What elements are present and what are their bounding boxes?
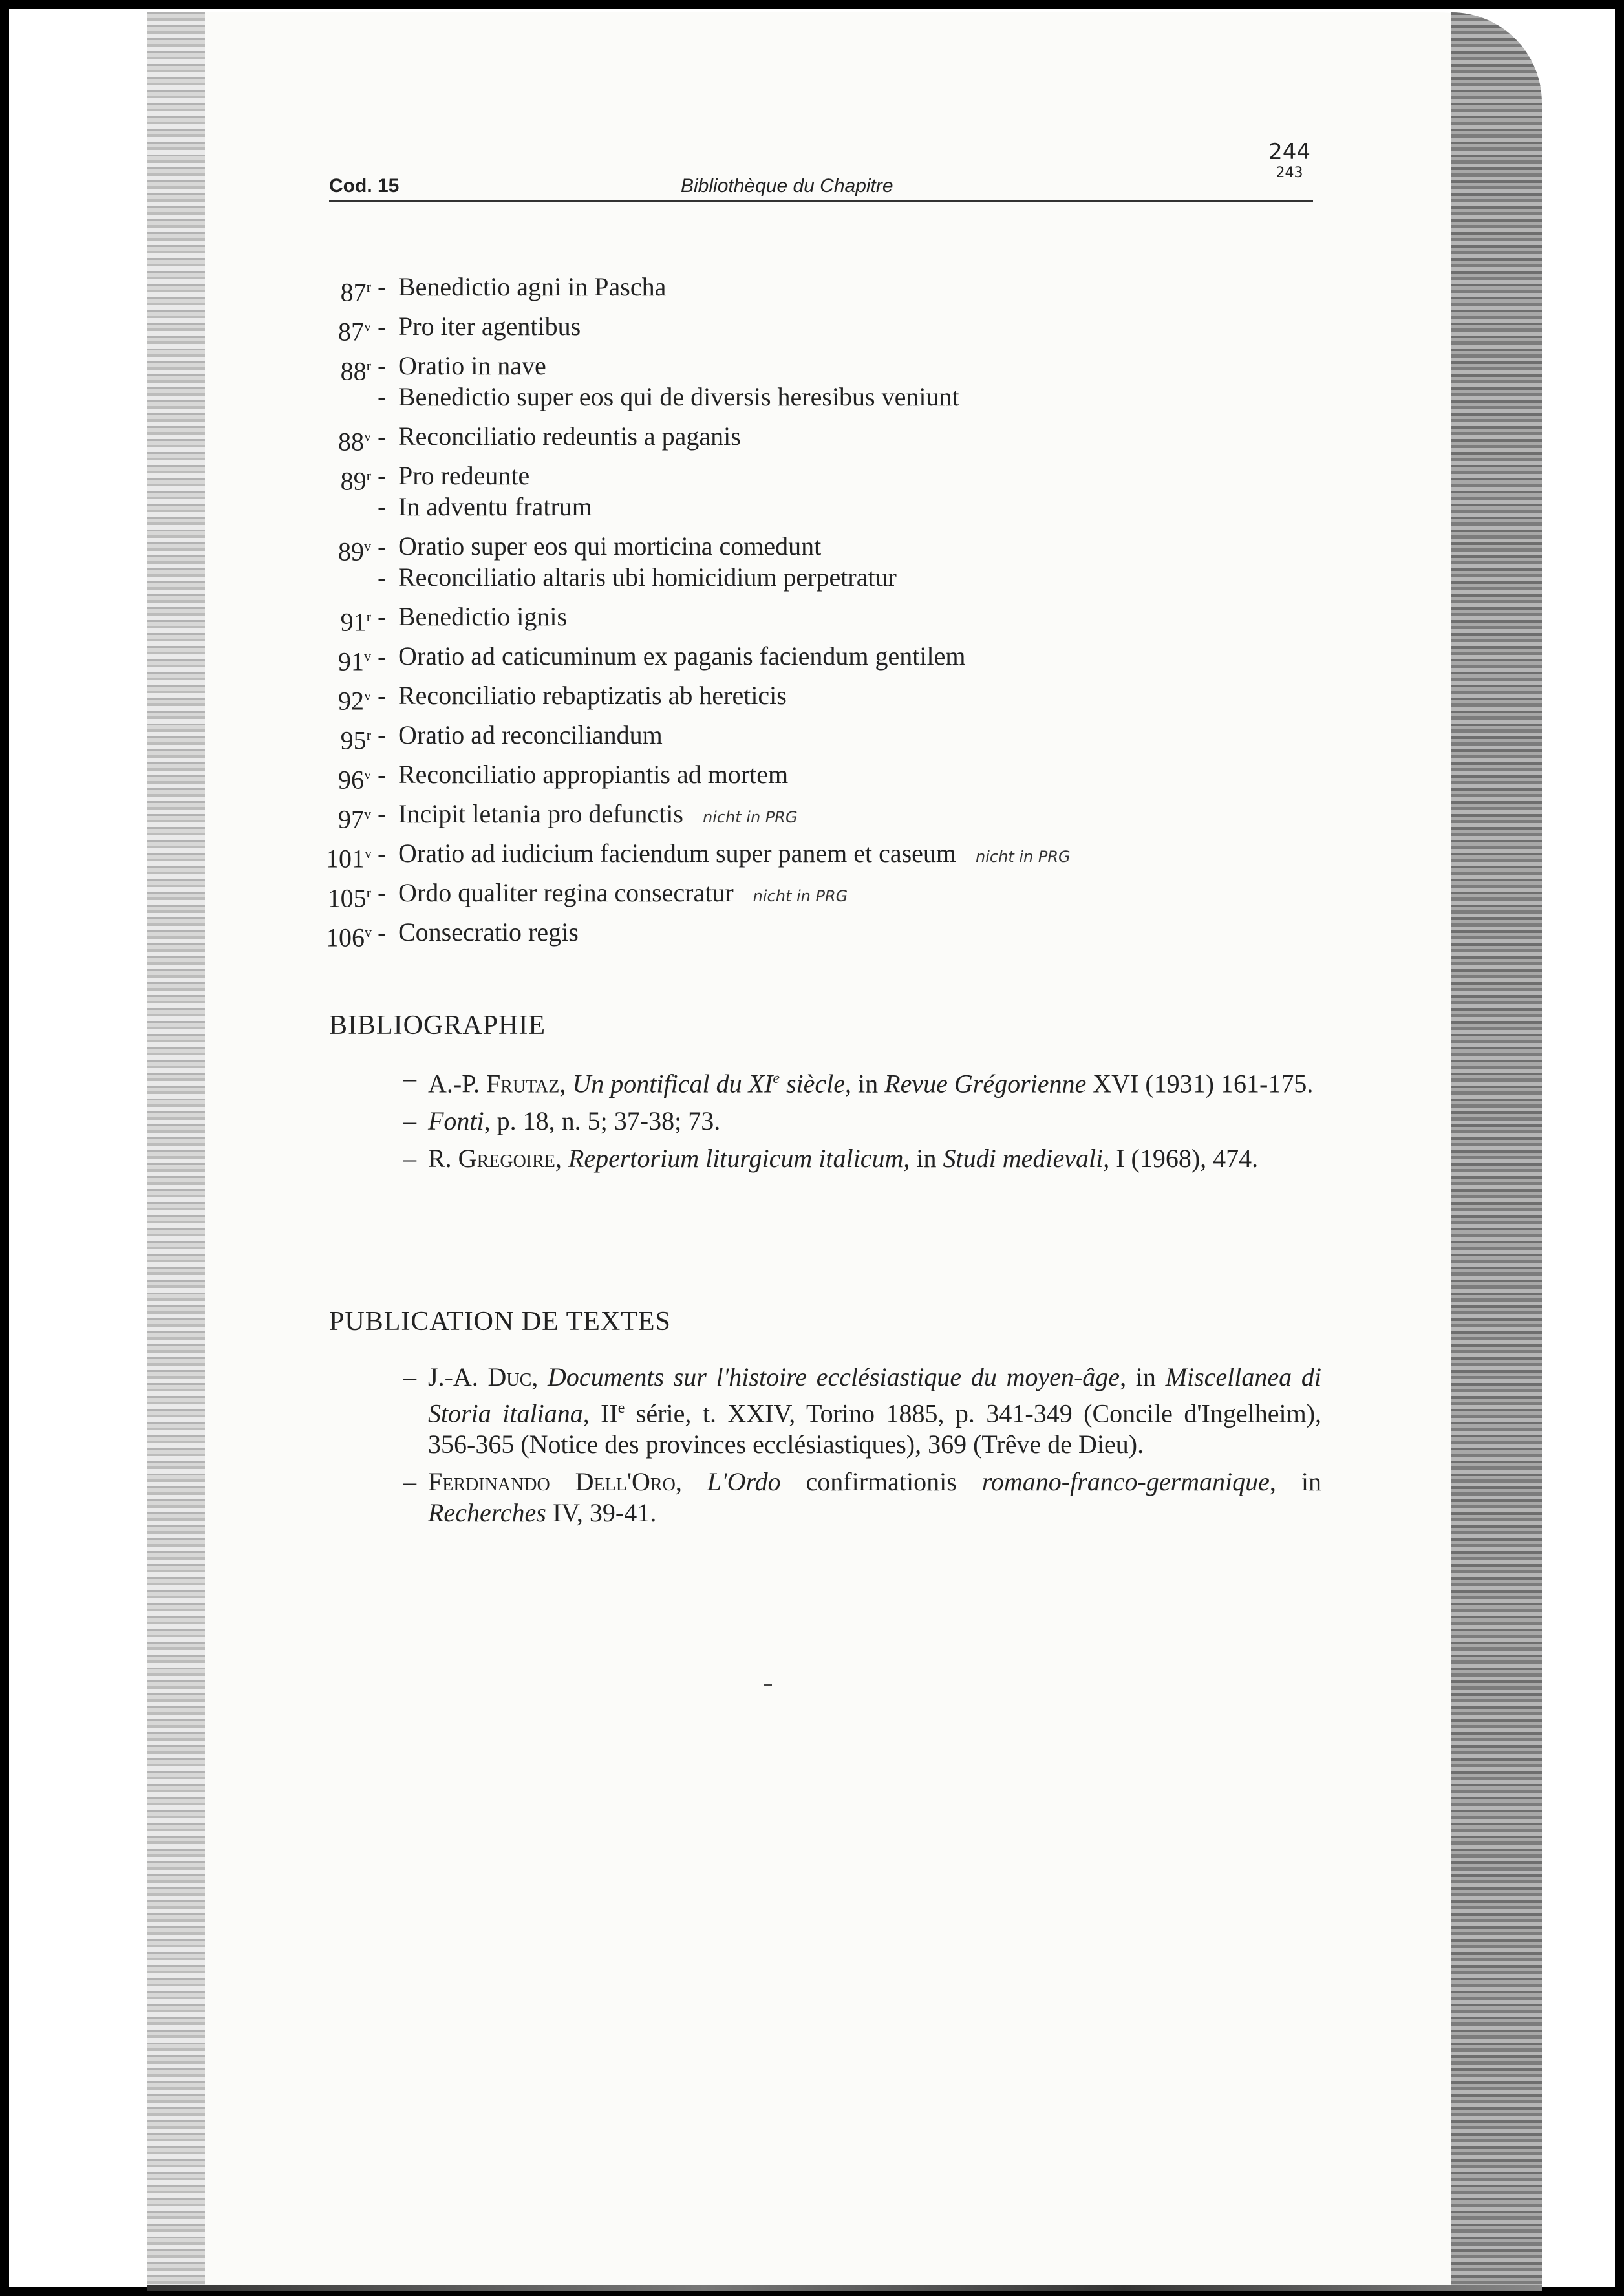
contents-row [326, 799, 1334, 834]
row-dash: - [378, 878, 387, 907]
entry-work: L'Ordo [707, 1467, 781, 1497]
entry-title: Oratio ad iudicium faciendum super panem et caseum nicht in PRG [398, 839, 1071, 868]
row-dash: - [378, 312, 387, 341]
entry-work: Un pontifical du XI [572, 1069, 773, 1099]
entry-journal: Revue Grégorienne [884, 1069, 1087, 1099]
folio-side: v [365, 924, 372, 940]
entry-connector: confirmationis [780, 1467, 982, 1497]
bibliographie-heading: BIBLIOGRAPHIE [329, 1011, 546, 1040]
entry-title: Ordo qualiter regina consecratur nicht in PRG [398, 878, 848, 907]
right-scan-shadow [1451, 12, 1542, 2291]
folio-number: 91$^r$ [340, 607, 371, 637]
contents-row [326, 350, 1334, 386]
folio-number: 106$^v$ [326, 923, 372, 952]
row-dash: - [378, 602, 387, 631]
folio-number: 87$^r$ [340, 277, 371, 307]
entry-details-continued: série, t. XXIV, Torino 1885, p. 341-349 (Concile d'Ingelheim), 356-365 (Notice des provinces ecclésiastiques), 369 (Trêve de Dieu). [428, 1399, 1322, 1459]
contents-row [326, 421, 1334, 456]
stray-mark [764, 1684, 772, 1686]
page-number-handwritten: 244 [1268, 139, 1310, 165]
page-number-printed: 243 [1276, 165, 1303, 181]
contents-row [326, 272, 1334, 307]
folio-side: v [364, 538, 371, 554]
entry-title: Oratio in nave [398, 351, 546, 380]
entry-separator: , [555, 1144, 568, 1174]
entry-title: Oratio super eos qui morticina comedunt [398, 531, 822, 561]
handwritten-note: nicht in PRG [753, 887, 848, 905]
entry-title: Consecratio regis [398, 917, 579, 947]
row-dash: - [378, 799, 387, 828]
folio-side: v [364, 806, 371, 822]
folio-side: v [364, 687, 371, 703]
contents-row [326, 311, 1334, 347]
entry-superscript: e [773, 1070, 780, 1087]
folio-side: r [366, 727, 371, 743]
folio-number: 88$^v$ [338, 427, 371, 456]
publication-list [403, 1362, 1321, 1535]
entry-title: Pro iter agentibus [398, 312, 581, 341]
folio-number: 96$^v$ [338, 765, 371, 795]
running-header [329, 139, 1313, 202]
entry-author: A.-P. Frutaz [428, 1069, 560, 1099]
publication-entry [403, 1362, 1321, 1460]
bibliography-entry [403, 1063, 1321, 1099]
contents-row [326, 601, 1334, 637]
contents-row [326, 720, 1334, 755]
entry-title: Reconciliatio appropiantis ad mortem [398, 760, 789, 789]
entry-title: Incipit letania pro defunctis nicht in PRG [398, 799, 798, 828]
entry-work: Documents sur l'histoire ecclésiastique du moyen-âge [548, 1362, 1120, 1391]
folio-side: v [364, 318, 371, 334]
entry-details: IV, 39-41. [546, 1498, 657, 1528]
entry-title: Oratio ad caticuminum ex paganis faciendum gentilem [398, 641, 966, 671]
folio-number: 89$^r$ [340, 466, 371, 496]
entry-author: R. Gregoire [428, 1144, 555, 1174]
publication-heading: PUBLICATION DE TEXTES [329, 1307, 671, 1336]
entry-author: J.-A. Duc [428, 1362, 532, 1391]
bibliographie-list [403, 1063, 1321, 1181]
contents-row [326, 877, 1334, 913]
row-dash: - [378, 351, 387, 380]
entry-title: In adventu fratrum [398, 492, 592, 521]
folio-side: r [366, 467, 371, 484]
entry-superscript: e [617, 1400, 625, 1417]
codex-number: Cod. 15 [329, 175, 400, 197]
entry-work: Repertorium liturgicum italicum [568, 1144, 904, 1174]
row-dash: - [378, 641, 387, 671]
folio-side: v [364, 648, 371, 664]
folio-number: 101$^v$ [326, 844, 372, 874]
row-dash: - [378, 720, 387, 749]
entry-work-continued: romano-franco-germanique [981, 1467, 1270, 1497]
entry-connector: , in [903, 1144, 943, 1174]
folio-side: r [366, 885, 371, 901]
row-dash: - [378, 760, 387, 789]
bottom-edge [147, 2285, 1542, 2291]
contents-row [326, 381, 1334, 413]
contents-row [326, 759, 1334, 795]
row-dash: - [378, 681, 387, 710]
folio-number: 87$^v$ [338, 317, 371, 347]
entry-connector: , in [1120, 1362, 1166, 1391]
entry-separator: , [531, 1362, 548, 1391]
entry-details: , II [582, 1399, 618, 1428]
contents-row [326, 531, 1334, 566]
folio-side: v [364, 766, 371, 782]
contents-row [326, 491, 1334, 522]
row-dash: - [378, 461, 387, 490]
entry-author: Ferdinando Dell'Oro [428, 1467, 676, 1497]
folio-number: 92$^v$ [338, 686, 371, 716]
publication-entry [403, 1466, 1321, 1529]
row-dash: - [378, 272, 387, 301]
entry-details: XVI (1931) 161-175. [1086, 1069, 1314, 1099]
entry-work-continued: siècle [779, 1069, 846, 1099]
row-dash: - [378, 563, 387, 592]
entry-title: Reconciliatio redeuntis a paganis [398, 422, 741, 451]
entry-title: Benedictio agni in Pascha [398, 272, 667, 301]
contents-row [326, 562, 1334, 593]
folio-number: 97$^v$ [338, 804, 371, 834]
contents-row [326, 641, 1334, 676]
library-name: Bibliothèque du Chapitre [681, 175, 893, 197]
handwritten-note: nicht in PRG [702, 808, 798, 826]
contents-list [326, 272, 1334, 952]
entry-details: , p. 18, n. 5; 37-38; 73. [484, 1106, 721, 1136]
row-dash: - [378, 492, 387, 521]
scan-frame [9, 9, 1615, 2287]
folio-number: 95$^r$ [340, 725, 371, 755]
entry-journal: Miscellanea di Storia italiana [428, 1362, 1321, 1428]
entry-separator: , [559, 1069, 573, 1099]
contents-row [326, 917, 1334, 952]
handwritten-note: nicht in PRG [976, 848, 1071, 866]
row-dash: - [378, 382, 387, 411]
left-scan-shadow [147, 12, 205, 2291]
folio-number: 88$^r$ [340, 356, 371, 386]
entry-title: Benedictio ignis [398, 602, 568, 631]
folio-number: 91$^v$ [338, 647, 371, 676]
folio-side: v [365, 845, 372, 861]
folio-side: v [364, 428, 371, 444]
entry-journal: Recherches [428, 1498, 546, 1528]
entry-work: Fonti [428, 1106, 484, 1136]
entry-journal: Studi medievali [943, 1144, 1104, 1174]
entry-title: Reconciliatio rebaptizatis ab hereticis [398, 681, 787, 710]
folio-number: 89$^v$ [338, 537, 371, 566]
page-number [1268, 139, 1310, 182]
row-dash: - [378, 531, 387, 561]
contents-row [326, 838, 1334, 874]
row-dash: - [378, 917, 387, 947]
contents-row [326, 460, 1334, 496]
folio-side: r [366, 358, 371, 374]
entry-connector: , in [845, 1069, 885, 1099]
entry-connector-2: , in [1269, 1467, 1321, 1497]
contents-row [326, 680, 1334, 716]
bibliography-entry [403, 1106, 1321, 1137]
entry-separator: , [675, 1467, 707, 1497]
entry-details: , I (1968), 474. [1103, 1144, 1259, 1174]
entry-title: Reconciliatio altaris ubi homicidium perpetratur [398, 563, 897, 592]
bibliography-entry [403, 1143, 1321, 1174]
row-dash: - [378, 839, 387, 868]
folio-side: r [366, 608, 371, 625]
entry-title: Pro redeunte [398, 461, 530, 490]
entry-title: Oratio ad reconciliandum [398, 720, 663, 749]
entry-title: Benedictio super eos qui de diversis heresibus veniunt [398, 382, 959, 411]
folio-side: r [366, 279, 371, 295]
row-dash: - [378, 422, 387, 451]
folio-number: 105$^r$ [327, 883, 371, 913]
